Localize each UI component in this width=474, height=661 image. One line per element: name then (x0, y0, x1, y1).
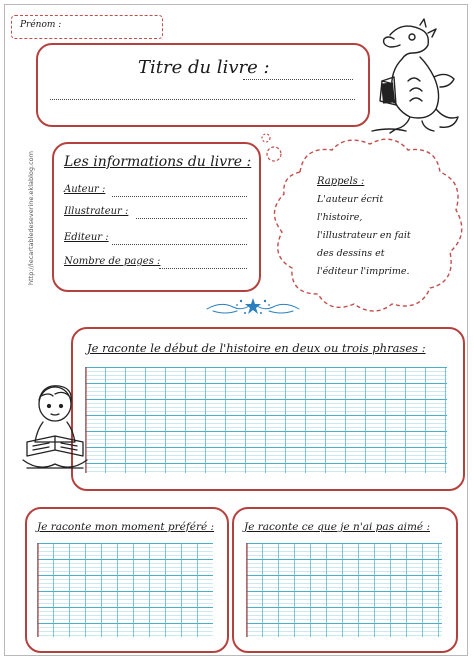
prenom-label: Prénom : (20, 20, 62, 30)
editeur-label: Editeur : (64, 232, 109, 243)
titre-line-1[interactable] (243, 79, 353, 80)
worksheet-page (4, 4, 468, 656)
titre-box (36, 43, 370, 127)
prenom-field[interactable] (11, 15, 163, 39)
rappels-line-2: l'illustrateur en fait (317, 230, 411, 241)
auteur-label: Auteur : (64, 184, 106, 195)
debut-writing-grid[interactable] (85, 367, 447, 475)
rappels-line-4: l'éditeur l'imprime. (317, 266, 410, 277)
moment-prefere-box (25, 507, 229, 653)
rappels-text (317, 173, 427, 281)
editeur-row (64, 232, 109, 243)
informations-box (52, 142, 261, 292)
rappels-line-1: L'auteur écrit l'histoire, (317, 194, 384, 223)
nombre-pages-line[interactable] (159, 268, 247, 269)
side-url (27, 151, 39, 285)
editeur-line[interactable] (112, 244, 247, 245)
pas-aime-box (232, 507, 458, 653)
rappels-title: Rappels : (317, 176, 365, 187)
moment-title: Je raconte mon moment préféré : (37, 521, 215, 533)
side-url-text: http://lecartabledeseverine.eklablog.com (27, 151, 35, 285)
debut-histoire-box (71, 327, 465, 491)
auteur-line[interactable] (112, 196, 247, 197)
moment-writing-grid[interactable] (37, 543, 213, 639)
informations-title: Les informations du livre : (64, 154, 252, 170)
dragon-reading-illustration (350, 17, 460, 137)
nombre-pages-label: Nombre de pages : (64, 256, 161, 267)
auteur-row (64, 184, 105, 195)
illustrateur-line[interactable] (136, 218, 247, 219)
pas-aime-title: Je raconte ce que je n'ai pas aimé : (244, 521, 431, 533)
child-reading-illustration (19, 380, 91, 475)
star-flourish-icon (203, 295, 303, 317)
rappels-line-3: des dessins et (317, 248, 385, 259)
pas-aime-writing-grid[interactable] (246, 543, 442, 639)
titre-label: Titre du livre : (138, 57, 270, 78)
illustrateur-row (64, 206, 128, 217)
nombre-pages-row (64, 256, 160, 267)
debut-title: Je raconte le début de l'histoire en deux ou trois phrases : (87, 341, 426, 355)
illustrateur-label: Illustrateur : (64, 206, 129, 217)
titre-line-2[interactable] (50, 99, 355, 100)
